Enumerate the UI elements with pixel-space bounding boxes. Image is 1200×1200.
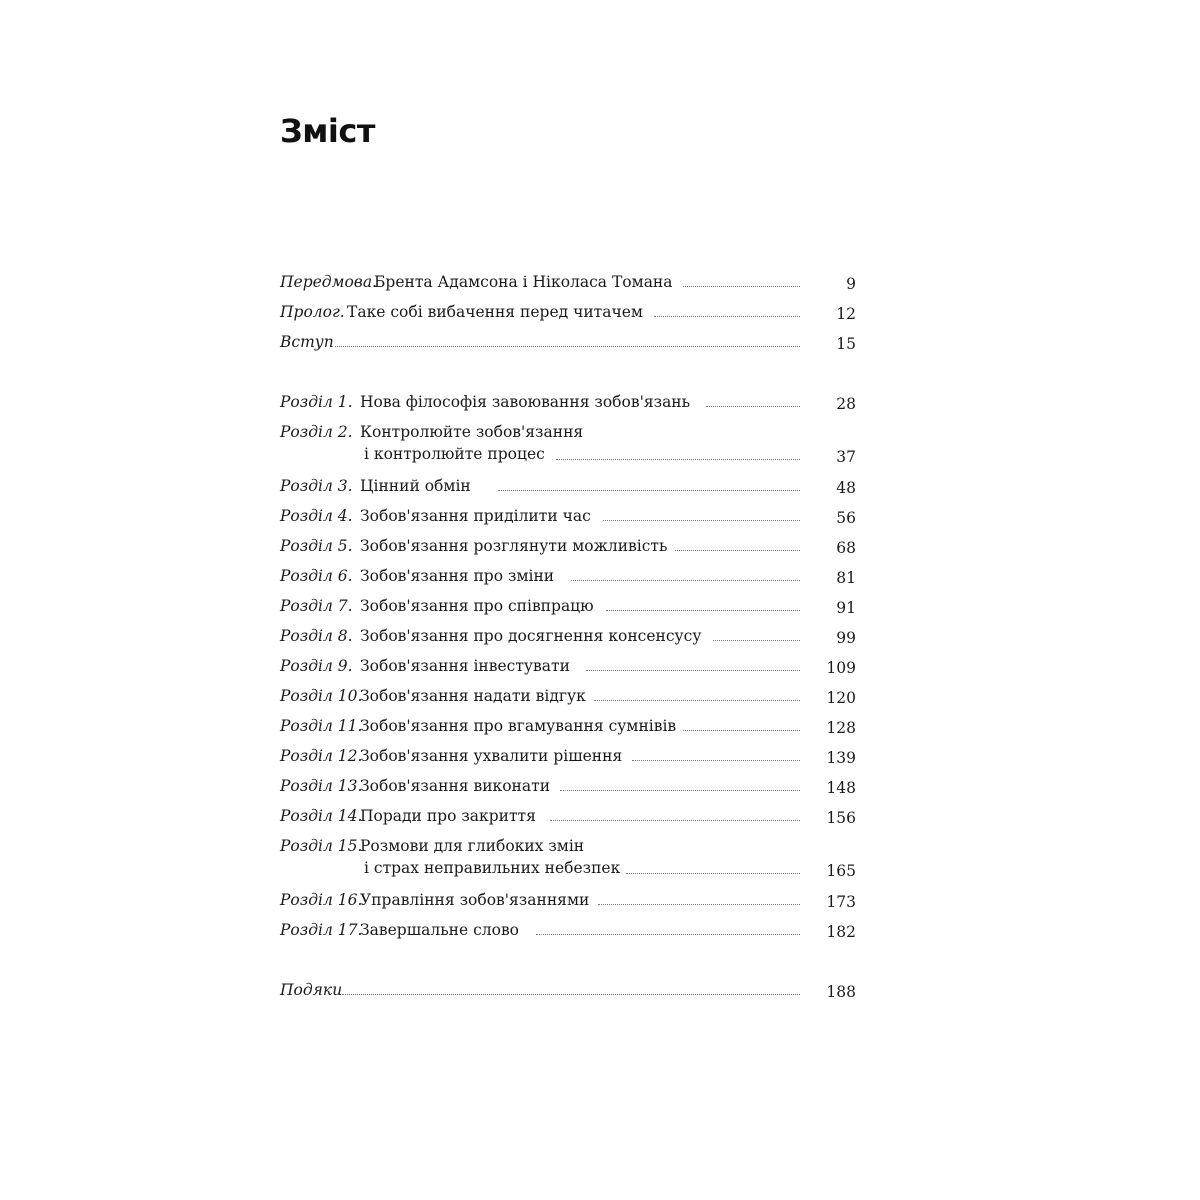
toc-entry-chapter-14[interactable] <box>280 805 856 827</box>
toc-entry-chapter-13[interactable] <box>280 775 856 797</box>
toc-entry-title: Зобов'язання про досягнення консенсусу <box>360 627 702 645</box>
toc-entry-label: Розділ 6. <box>280 567 353 585</box>
toc-entry-page: 173 <box>826 893 856 911</box>
toc-leader-dots <box>713 640 800 641</box>
toc-entry-chapter-6[interactable] <box>280 565 856 587</box>
toc-entry-page: 139 <box>826 749 856 767</box>
toc-entry-page: 37 <box>836 448 856 466</box>
toc-entry-title: Зобов'язання надати відгук <box>360 687 586 705</box>
toc-entry-chapter-17[interactable] <box>280 919 856 941</box>
toc-leader-dots <box>706 406 800 407</box>
toc-entry-label: Подяки <box>280 981 343 999</box>
toc-entry-title-line-2: і страх неправильних небезпек <box>364 859 621 877</box>
toc-entry-chapter-3[interactable] <box>280 475 856 497</box>
toc-entry-label: Розділ 2. <box>280 423 353 441</box>
page-title: Зміст <box>280 112 375 150</box>
toc-entry-title-line-1: Контролюйте зобов'язання <box>360 423 584 441</box>
toc-leader-dots <box>550 820 800 821</box>
toc-entry-title-line-2: і контролюйте процес <box>364 445 545 463</box>
toc-entry-label: Розділ 4. <box>280 507 353 525</box>
toc-entry-page: 120 <box>826 689 856 707</box>
toc-entry-title-line-1: Розмови для глибоких змін <box>360 837 585 855</box>
toc-leader-dots <box>560 790 800 791</box>
toc-entry-acknowledgements[interactable] <box>280 979 856 1001</box>
toc-leader-dots <box>594 700 800 701</box>
toc-entry-chapter-1[interactable] <box>280 391 856 413</box>
toc-entry-page: 81 <box>836 569 856 587</box>
toc-leader-dots <box>598 904 800 905</box>
toc-entry-chapter-10[interactable] <box>280 685 856 707</box>
toc-leader-dots <box>683 286 800 287</box>
toc-entry-title: Зобов'язання ухвалити рішення <box>360 747 623 765</box>
toc-entry-page: 91 <box>836 599 856 617</box>
toc-entry-page: 165 <box>826 862 856 880</box>
toc-leader-dots <box>536 934 800 935</box>
toc-leader-dots <box>683 730 800 731</box>
toc-entry-page: 182 <box>826 923 856 941</box>
toc-entry-label: Розділ 12. <box>280 747 363 765</box>
toc-entry-label: Розділ 1. <box>280 393 353 411</box>
toc-entry-chapter-15[interactable] <box>280 835 856 883</box>
toc-entry-chapter-4[interactable] <box>280 505 856 527</box>
toc-entry-chapter-2[interactable] <box>280 421 856 469</box>
toc-entry-label: Розділ 3. <box>280 477 353 495</box>
toc-leader-dots <box>675 550 800 551</box>
toc-entry-title: Зобов'язання розглянути можливість <box>360 537 668 555</box>
toc-entry-title: Зобов'язання про співпрацю <box>360 597 594 615</box>
toc-entry-title <box>360 421 583 465</box>
toc-entry-page: 28 <box>836 395 856 413</box>
toc-leader-dots <box>586 670 800 671</box>
toc-entry-page: 99 <box>836 629 856 647</box>
toc-entry-label: Пролог. <box>280 303 345 321</box>
toc-entry-label: Вступ <box>280 333 334 351</box>
toc-leader-dots <box>632 760 800 761</box>
toc-leader-dots <box>556 459 800 460</box>
toc-entry-label: Передмова. <box>280 273 377 291</box>
toc-entry-page: 156 <box>826 809 856 827</box>
toc-entry-label: Розділ 9. <box>280 657 353 675</box>
toc-entry-label: Розділ 15. <box>280 837 363 855</box>
toc-leader-dots <box>498 490 800 491</box>
toc-entry-page: 48 <box>836 479 856 497</box>
toc-entry-page: 12 <box>836 305 856 323</box>
toc-entry-label: Розділ 7. <box>280 597 353 615</box>
toc-leader-dots <box>335 346 800 347</box>
toc-entry-title: Брента Адамсона і Ніколаса Томана <box>374 273 673 291</box>
toc-entry-page: 68 <box>836 539 856 557</box>
toc-entry-chapter-9[interactable] <box>280 655 856 677</box>
toc-entry-page: 188 <box>826 983 856 1001</box>
toc-entry-prologue[interactable] <box>280 301 856 323</box>
toc-entry-title: Завершальне слово <box>360 921 520 939</box>
toc-entry-chapter-11[interactable] <box>280 715 856 737</box>
toc-entry-title: Нова філософія завоювання зобов'язань <box>360 393 691 411</box>
toc-entry-page: 128 <box>826 719 856 737</box>
toc-entry-page: 148 <box>826 779 856 797</box>
toc-entry-label: Розділ 16. <box>280 891 363 909</box>
toc-entry-page: 109 <box>826 659 856 677</box>
toc-leader-dots <box>342 994 800 995</box>
toc-entry-label: Розділ 8. <box>280 627 353 645</box>
toc-entry-chapter-12[interactable] <box>280 745 856 767</box>
toc-entry-title <box>360 835 620 879</box>
toc-entry-title: Зобов'язання про зміни <box>360 567 555 585</box>
toc-entry-title: Поради про закриття <box>360 807 536 825</box>
toc-entry-title: Таке собі вибачення перед читачем <box>347 303 643 321</box>
toc-entry-label: Розділ 10. <box>280 687 363 705</box>
toc-entry-page: 15 <box>836 335 856 353</box>
toc-entry-title: Зобов'язання виконати <box>360 777 551 795</box>
toc-entry-title: Цінний обмін <box>360 477 471 495</box>
toc-entry-foreword[interactable] <box>280 271 856 293</box>
toc-entry-chapter-7[interactable] <box>280 595 856 617</box>
toc-entry-label: Розділ 17. <box>280 921 363 939</box>
toc-leader-dots <box>571 580 800 581</box>
toc-leader-dots <box>606 610 800 611</box>
toc-entry-introduction[interactable] <box>280 331 856 353</box>
toc-entry-chapter-8[interactable] <box>280 625 856 647</box>
toc-entry-page: 56 <box>836 509 856 527</box>
toc-entry-title: Зобов'язання про вгамування сумнівів <box>360 717 677 735</box>
toc-entry-label: Розділ 13. <box>280 777 363 795</box>
toc-entry-title: Зобов'язання приділити час <box>360 507 591 525</box>
toc-entry-label: Розділ 11. <box>280 717 363 735</box>
toc-entry-title: Зобов'язання інвестувати <box>360 657 570 675</box>
toc-entry-label: Розділ 14. <box>280 807 363 825</box>
toc-leader-dots <box>654 316 800 317</box>
toc-entry-label: Розділ 5. <box>280 537 353 555</box>
toc-entry-chapter-16[interactable] <box>280 889 856 911</box>
toc-entry-title: Управління зобов'язаннями <box>360 891 590 909</box>
toc-leader-dots <box>626 873 800 874</box>
toc-entry-chapter-5[interactable] <box>280 535 856 557</box>
toc-entry-page: 9 <box>846 275 856 293</box>
toc-leader-dots <box>603 520 800 521</box>
